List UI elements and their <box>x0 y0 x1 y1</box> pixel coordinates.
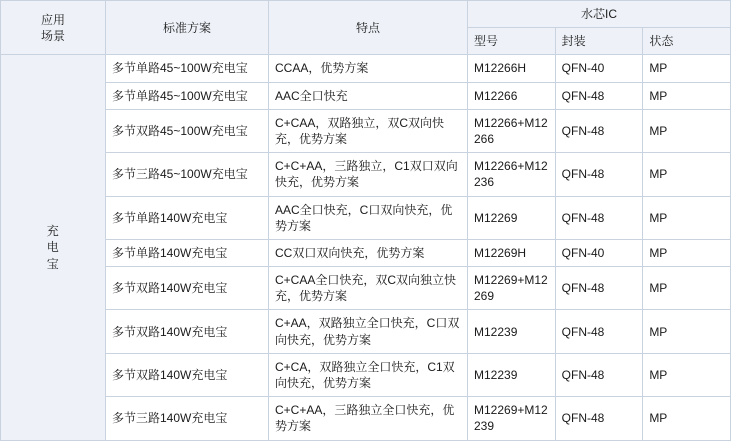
column-header-scenario <box>1 1 106 55</box>
cell-status: MP <box>643 353 731 396</box>
table-row <box>1 239 731 266</box>
cell-feature: C+AA，双路独立全口快充，C口双向快充，优势方案 <box>269 310 468 353</box>
column-header-feature: 特点 <box>269 1 468 55</box>
cell-standard: 多节双路45~100W充电宝 <box>106 109 269 152</box>
cell-status: MP <box>643 310 731 353</box>
cell-model: M12266 <box>468 82 556 109</box>
column-header-scenario-line-1: 应用 <box>40 12 65 27</box>
cell-standard: 多节双路140W充电宝 <box>106 310 269 353</box>
cell-package: QFN-40 <box>555 239 643 266</box>
scenario-cell-power-bank <box>1 55 106 440</box>
cell-model: M12266H <box>468 55 556 82</box>
table-row <box>1 153 731 196</box>
cell-model: M12269H <box>468 239 556 266</box>
column-header-model: 型号 <box>468 28 556 55</box>
scenario-label-line-3: 宝 <box>46 256 60 271</box>
cell-model: M12269+M12269 <box>468 267 556 310</box>
table-row <box>1 196 731 239</box>
table-row <box>1 397 731 440</box>
table-row <box>1 267 731 310</box>
cell-feature: CCAA，优势方案 <box>269 55 468 82</box>
cell-feature: AAC全口快充 <box>269 82 468 109</box>
table-row <box>1 310 731 353</box>
table-header <box>1 1 731 55</box>
cell-package: QFN-48 <box>555 267 643 310</box>
cell-status: MP <box>643 82 731 109</box>
scenario-label-line-2: 电 <box>46 240 60 255</box>
column-header-scenario-line-2: 场景 <box>40 28 65 43</box>
cell-feature: C+CA，双路独立全口快充，C1双向快充，优势方案 <box>269 353 468 396</box>
cell-standard: 多节单路140W充电宝 <box>106 239 269 266</box>
column-header-ic-group: 水芯IC <box>468 1 731 28</box>
cell-model: M12269 <box>468 196 556 239</box>
cell-model: M12266+M12266 <box>468 109 556 152</box>
cell-status: MP <box>643 397 731 440</box>
table-row <box>1 353 731 396</box>
table-row <box>1 109 731 152</box>
cell-model: M12239 <box>468 310 556 353</box>
table-row <box>1 55 731 82</box>
cell-model: M12269+M12239 <box>468 397 556 440</box>
cell-status: MP <box>643 55 731 82</box>
cell-package: QFN-48 <box>555 196 643 239</box>
cell-package: QFN-48 <box>555 82 643 109</box>
cell-feature: C+CAA全口快充，双C双向独立快充，优势方案 <box>269 267 468 310</box>
cell-package: QFN-48 <box>555 109 643 152</box>
cell-standard: 多节双路140W充电宝 <box>106 267 269 310</box>
cell-status: MP <box>643 109 731 152</box>
cell-package: QFN-40 <box>555 55 643 82</box>
cell-feature: C+C+AA，三路独立全口快充，优势方案 <box>269 397 468 440</box>
cell-package: QFN-48 <box>555 310 643 353</box>
cell-package: QFN-48 <box>555 153 643 196</box>
cell-standard: 多节单路45~100W充电宝 <box>106 82 269 109</box>
cell-status: MP <box>643 267 731 310</box>
cell-status: MP <box>643 196 731 239</box>
cell-feature: C+CAA，双路独立，双C双向快充，优势方案 <box>269 109 468 152</box>
table-row <box>1 82 731 109</box>
cell-standard: 多节单路45~100W充电宝 <box>106 55 269 82</box>
table-header-row-1 <box>1 1 731 28</box>
cell-package: QFN-48 <box>555 397 643 440</box>
table-body <box>1 55 731 440</box>
cell-standard: 多节三路45~100W充电宝 <box>106 153 269 196</box>
scenario-label-line-1: 充 <box>46 224 60 239</box>
column-header-standard: 标准方案 <box>106 1 269 55</box>
cell-model: M12239 <box>468 353 556 396</box>
cell-model: M12266+M12236 <box>468 153 556 196</box>
cell-feature: AAC全口快充，C口双向快充，优势方案 <box>269 196 468 239</box>
cell-package: QFN-48 <box>555 353 643 396</box>
cell-feature: C+C+AA，三路独立，C1双口双向快充，优势方案 <box>269 153 468 196</box>
column-header-status: 状态 <box>643 28 731 55</box>
cell-standard: 多节单路140W充电宝 <box>106 196 269 239</box>
cell-standard: 多节三路140W充电宝 <box>106 397 269 440</box>
cell-standard: 多节双路140W充电宝 <box>106 353 269 396</box>
cell-status: MP <box>643 239 731 266</box>
column-header-package: 封装 <box>555 28 643 55</box>
cell-feature: CC双口双向快充，优势方案 <box>269 239 468 266</box>
cell-status: MP <box>643 153 731 196</box>
